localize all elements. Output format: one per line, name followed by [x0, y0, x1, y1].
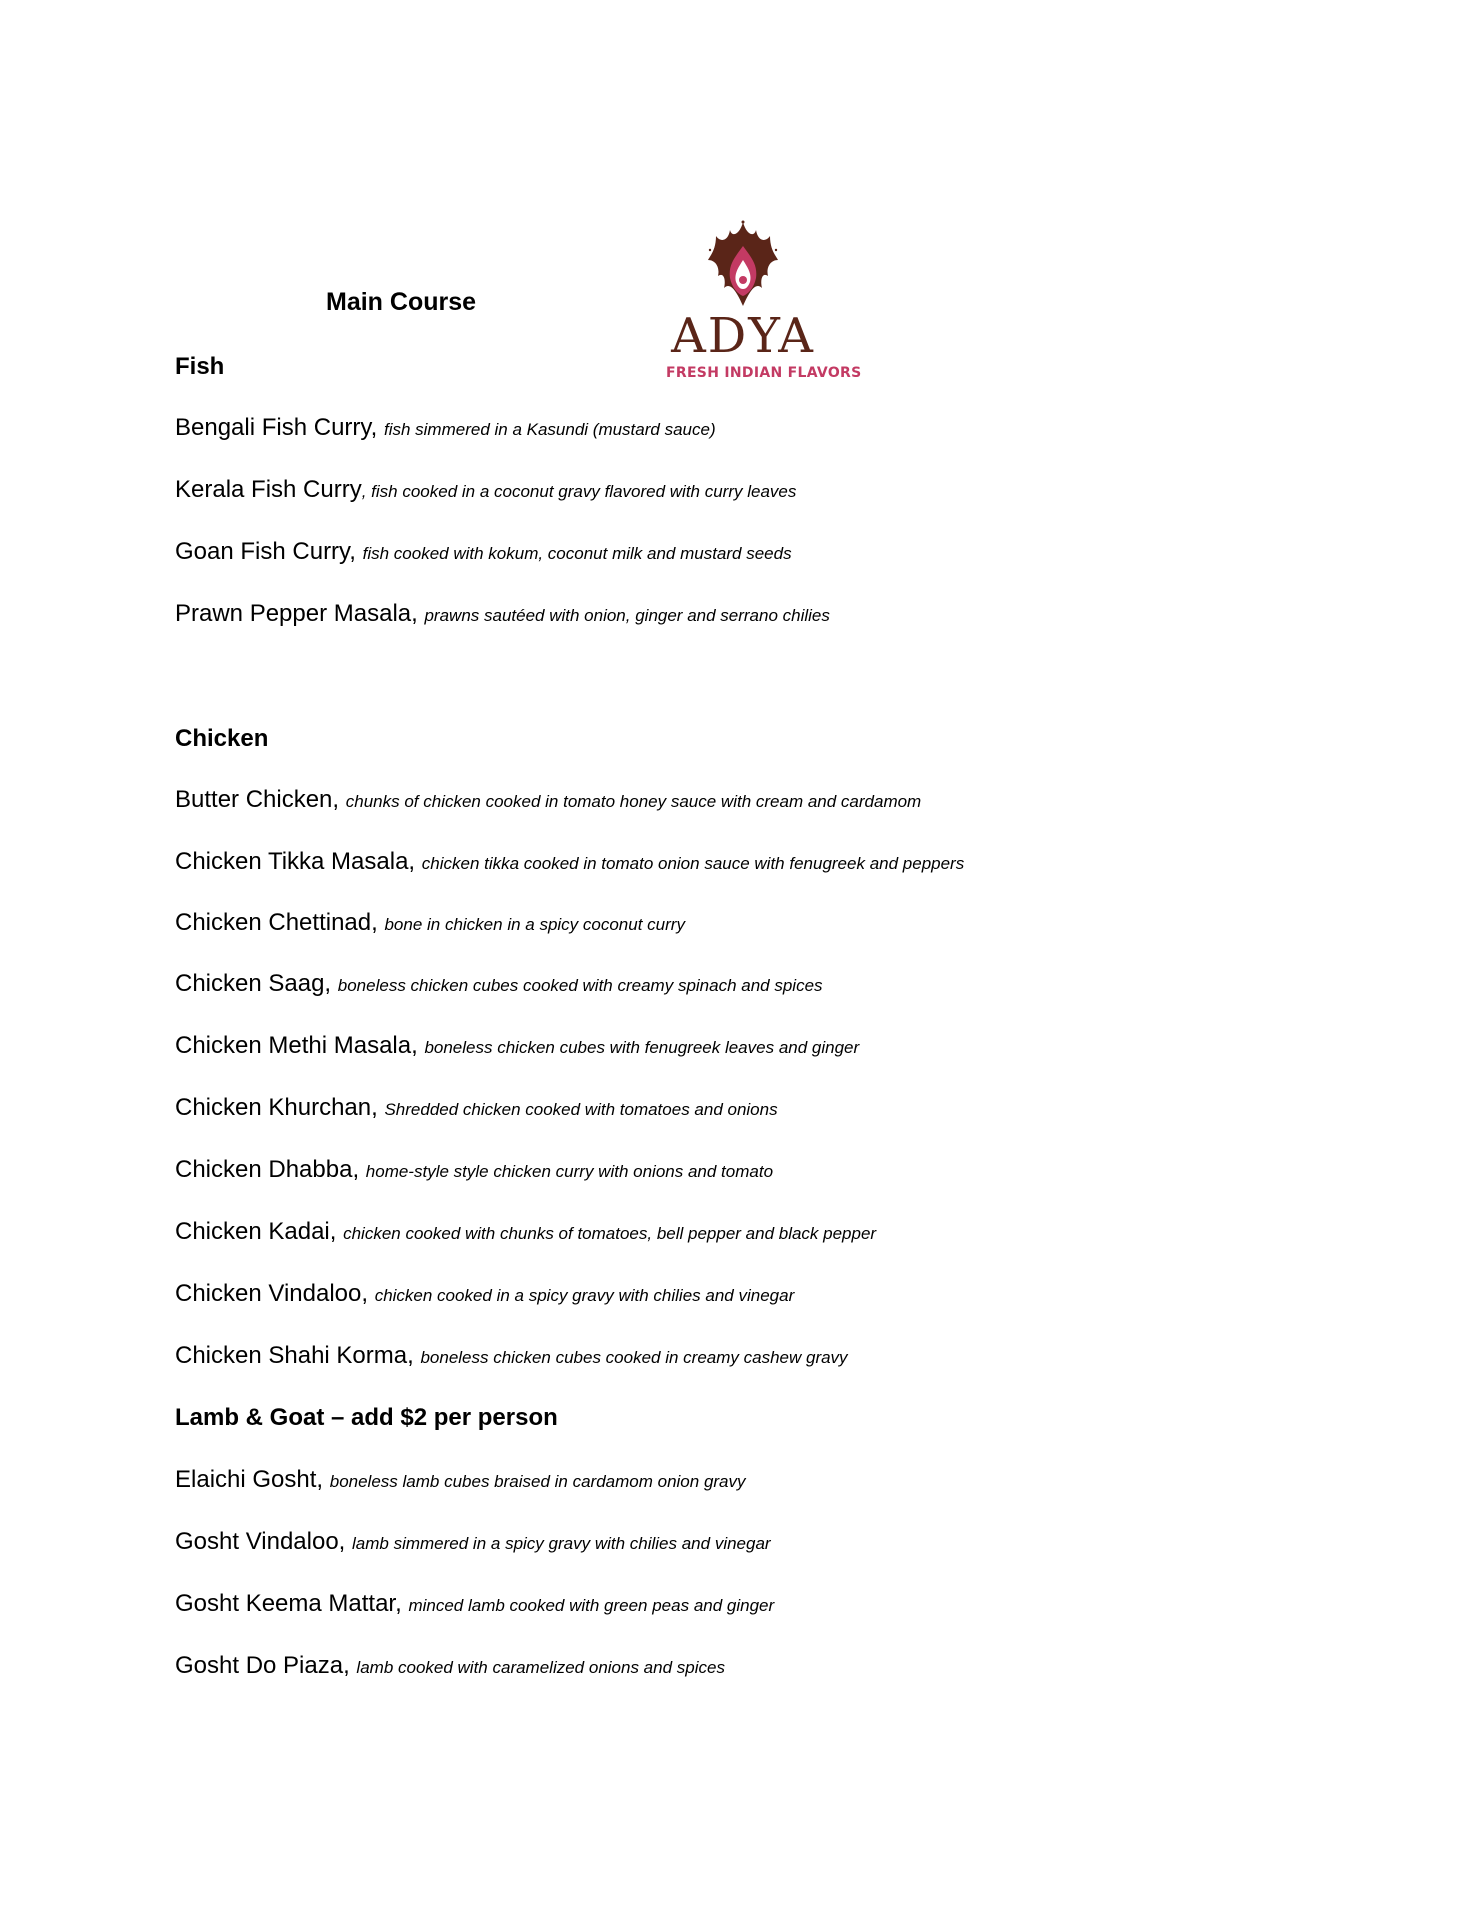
menu-item [175, 1466, 746, 1494]
menu-item [175, 414, 716, 442]
menu-item [175, 970, 823, 998]
item-name: Chicken Saag, [175, 970, 338, 997]
item-name: Chicken Shahi Korma, [175, 1342, 421, 1369]
menu-item [175, 1032, 859, 1060]
item-name: Chicken Dhabba, [175, 1156, 366, 1183]
section-heading-chicken: Chicken [175, 725, 269, 752]
logo-tagline: FRESH INDIAN FLAVORS [666, 365, 862, 381]
menu-item [175, 909, 685, 937]
adya-logo [666, 220, 862, 390]
menu-item [175, 1280, 794, 1308]
item-name: Kerala Fish Curry [175, 476, 362, 503]
menu-item [175, 1218, 876, 1246]
item-description: fish simmered in a Kasundi (mustard sauce) [383, 420, 716, 439]
menu-item [175, 1342, 848, 1370]
section-heading-fish: Fish [175, 353, 225, 380]
item-name: Chicken Vindaloo, [175, 1280, 375, 1307]
item-name: Chicken Khurchan, [175, 1094, 385, 1121]
item-description: , fish cooked in a coconut gravy flavored with curry leaves [361, 482, 797, 501]
item-name: Chicken Tikka Masala, [175, 848, 422, 875]
menu-item [175, 1652, 725, 1680]
item-description: minced lamb cooked with green peas and ginger [408, 1596, 775, 1615]
menu-item [175, 786, 921, 814]
menu-item [175, 1590, 774, 1618]
item-description: chicken cooked in a spicy gravy with chilies and vinegar [374, 1286, 795, 1305]
item-description: prawns sautéed with onion, ginger and serrano chilies [424, 606, 830, 625]
item-name: Butter Chicken, [175, 786, 346, 813]
item-description: boneless chicken cubes with fenugreek leaves and ginger [424, 1038, 860, 1057]
item-description: boneless lamb cubes braised in cardamom onion gravy [329, 1472, 746, 1491]
item-name: Gosht Do Piaza, [175, 1652, 357, 1679]
item-name: Prawn Pepper Masala, [175, 600, 425, 627]
item-name: Goan Fish Curry, [175, 538, 363, 565]
item-name: Gosht Vindaloo, [175, 1528, 353, 1555]
item-name: Elaichi Gosht, [175, 1466, 330, 1493]
menu-item [175, 476, 796, 504]
item-description: home-style style chicken curry with onions and tomato [365, 1162, 774, 1181]
flame-emblem-icon [706, 220, 780, 308]
item-name: Chicken Methi Masala, [175, 1032, 425, 1059]
item-description: Shredded chicken cooked with tomatoes and onions [384, 1100, 778, 1119]
section-heading-lamb-goat: Lamb & Goat – add $2 per person [175, 1404, 558, 1431]
menu-item [175, 1156, 773, 1184]
item-name: Chicken Kadai, [175, 1218, 344, 1245]
page-title: Main Course [326, 288, 477, 316]
item-description: boneless chicken cubes cooked in creamy cashew gravy [420, 1348, 848, 1367]
menu-item [175, 600, 830, 628]
item-name: Bengali Fish Curry, [175, 414, 384, 441]
menu-item [175, 1094, 778, 1122]
item-description: bone in chicken in a spicy coconut curry [384, 915, 685, 934]
item-description: chicken tikka cooked in tomato onion sauce with fenugreek and peppers [421, 854, 965, 873]
item-description: chicken cooked with chunks of tomatoes, bell pepper and black pepper [343, 1224, 877, 1243]
item-description: lamb cooked with caramelized onions and spices [356, 1658, 725, 1677]
item-description: lamb simmered in a spicy gravy with chilies and vinegar [352, 1534, 771, 1553]
item-description: boneless chicken cubes cooked with creamy spinach and spices [337, 976, 823, 995]
logo-wordmark: ADYA [671, 308, 815, 364]
item-description: chunks of chicken cooked in tomato honey sauce with cream and cardamom [345, 792, 922, 811]
menu-item [175, 538, 792, 566]
item-description: fish cooked with kokum, coconut milk and mustard seeds [362, 544, 792, 563]
item-name: Chicken Chettinad, [175, 909, 385, 936]
item-name: Gosht Keema Mattar, [175, 1590, 409, 1617]
menu-item [175, 848, 964, 876]
menu-item [175, 1528, 771, 1556]
